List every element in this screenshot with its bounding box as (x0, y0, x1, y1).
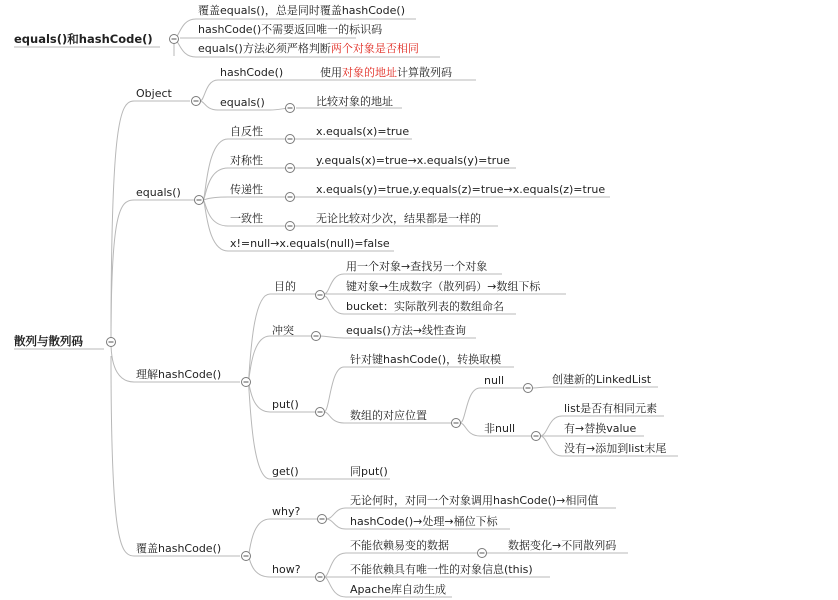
note-equals-strict-text: equals()方法必须严格判断 (198, 42, 331, 55)
consistent-value[interactable]: 无论比较对少次，结果都是一样的 (316, 212, 481, 225)
how-item-2[interactable]: 不能依赖具有唯一性的对象信息(this) (350, 563, 533, 576)
topic-how[interactable]: how? (272, 563, 301, 576)
topic-notnull[interactable]: 非null (484, 422, 516, 435)
note-equals-strict-highlight: 两个对象是否相同 (330, 42, 419, 55)
conflict-item-1[interactable]: equals()方法→线性查询 (346, 324, 467, 337)
topic-object-equals[interactable]: equals() (220, 96, 265, 109)
topic-object[interactable]: Object (136, 87, 172, 100)
root-topic-hashing[interactable]: 散列与散列码 (14, 334, 83, 348)
topic-transitive[interactable]: 传递性 (230, 183, 263, 196)
transitive-value[interactable]: x.equals(y)=true,y.equals(z)=true→x.equals(z)=true (316, 183, 606, 196)
put-item-1[interactable]: 针对键hashCode()，转换取模 (350, 353, 502, 366)
purpose-item-1[interactable]: 用一个对象→查找另一个对象 (346, 260, 488, 273)
topic-put[interactable]: put() (272, 398, 299, 411)
purpose-item-3[interactable]: bucket：实际散列表的数组命名 (346, 300, 505, 313)
get-item-1[interactable]: 同put() (350, 465, 388, 478)
topic-get[interactable]: get() (272, 465, 299, 478)
object-equals-desc[interactable]: 比较对象的地址 (316, 95, 393, 108)
put-item-2[interactable]: 数组的对应位置 (350, 409, 427, 422)
topic-object-hashcode[interactable]: hashCode() (220, 66, 284, 79)
topic-null-rule[interactable]: x!=null→x.equals(null)=false (230, 237, 390, 250)
note-equals-strict[interactable] (198, 42, 419, 56)
notnull-item-2[interactable]: 有→替换value (564, 422, 637, 435)
symmetric-value[interactable]: y.equals(x)=true→x.equals(y)=true (316, 154, 510, 167)
object-hashcode-desc[interactable] (320, 66, 452, 80)
topic-consistent[interactable]: 一致性 (230, 212, 263, 225)
note-override-both[interactable]: 覆盖equals()，总是同时覆盖hashCode() (198, 4, 405, 17)
why-item-1[interactable]: 无论何时，对同一个对象调用hashCode()→相同值 (350, 494, 599, 507)
object-hashcode-desc-highlight: 对象的地址 (342, 66, 397, 79)
notnull-item-1[interactable]: list是否有相同元素 (564, 402, 658, 415)
how-item-3[interactable]: Apache库自动生成 (350, 583, 447, 596)
how-item-1a[interactable]: 数据变化→不同散列码 (508, 539, 617, 552)
reflexive-value[interactable]: x.equals(x)=true (316, 125, 410, 138)
topic-symmetric[interactable]: 对称性 (230, 154, 263, 167)
topic-null[interactable]: null (484, 374, 505, 387)
purpose-item-2[interactable]: 键对象→生成数字（散列码）→数组下标 (346, 280, 541, 293)
topic-reflexive[interactable]: 自反性 (230, 125, 263, 138)
topic-conflict[interactable]: 冲突 (272, 324, 294, 337)
topic-override-hashcode[interactable]: 覆盖hashCode() (136, 542, 222, 555)
topic-why[interactable]: why? (272, 505, 301, 518)
notnull-item-3[interactable]: 没有→添加到list末尾 (564, 442, 667, 455)
topic-understand-hashcode[interactable]: 理解hashCode() (136, 368, 222, 381)
object-hashcode-desc-post: 计算散列码 (397, 66, 452, 79)
topic-purpose[interactable]: 目的 (274, 280, 296, 293)
why-item-2[interactable]: hashCode()→处理→桶位下标 (350, 515, 498, 528)
root-topic-equals-hashcode[interactable]: equals()和hashCode() (14, 32, 153, 46)
object-hashcode-desc-pre: 使用 (320, 66, 342, 79)
how-item-1[interactable]: 不能依赖易变的数据 (350, 539, 449, 552)
note-hashcode-not-unique[interactable]: hashCode()不需要返回唯一的标识码 (198, 23, 383, 36)
null-item-1[interactable]: 创建新的LinkedList (552, 373, 652, 386)
topic-equals[interactable]: equals() (136, 186, 181, 199)
